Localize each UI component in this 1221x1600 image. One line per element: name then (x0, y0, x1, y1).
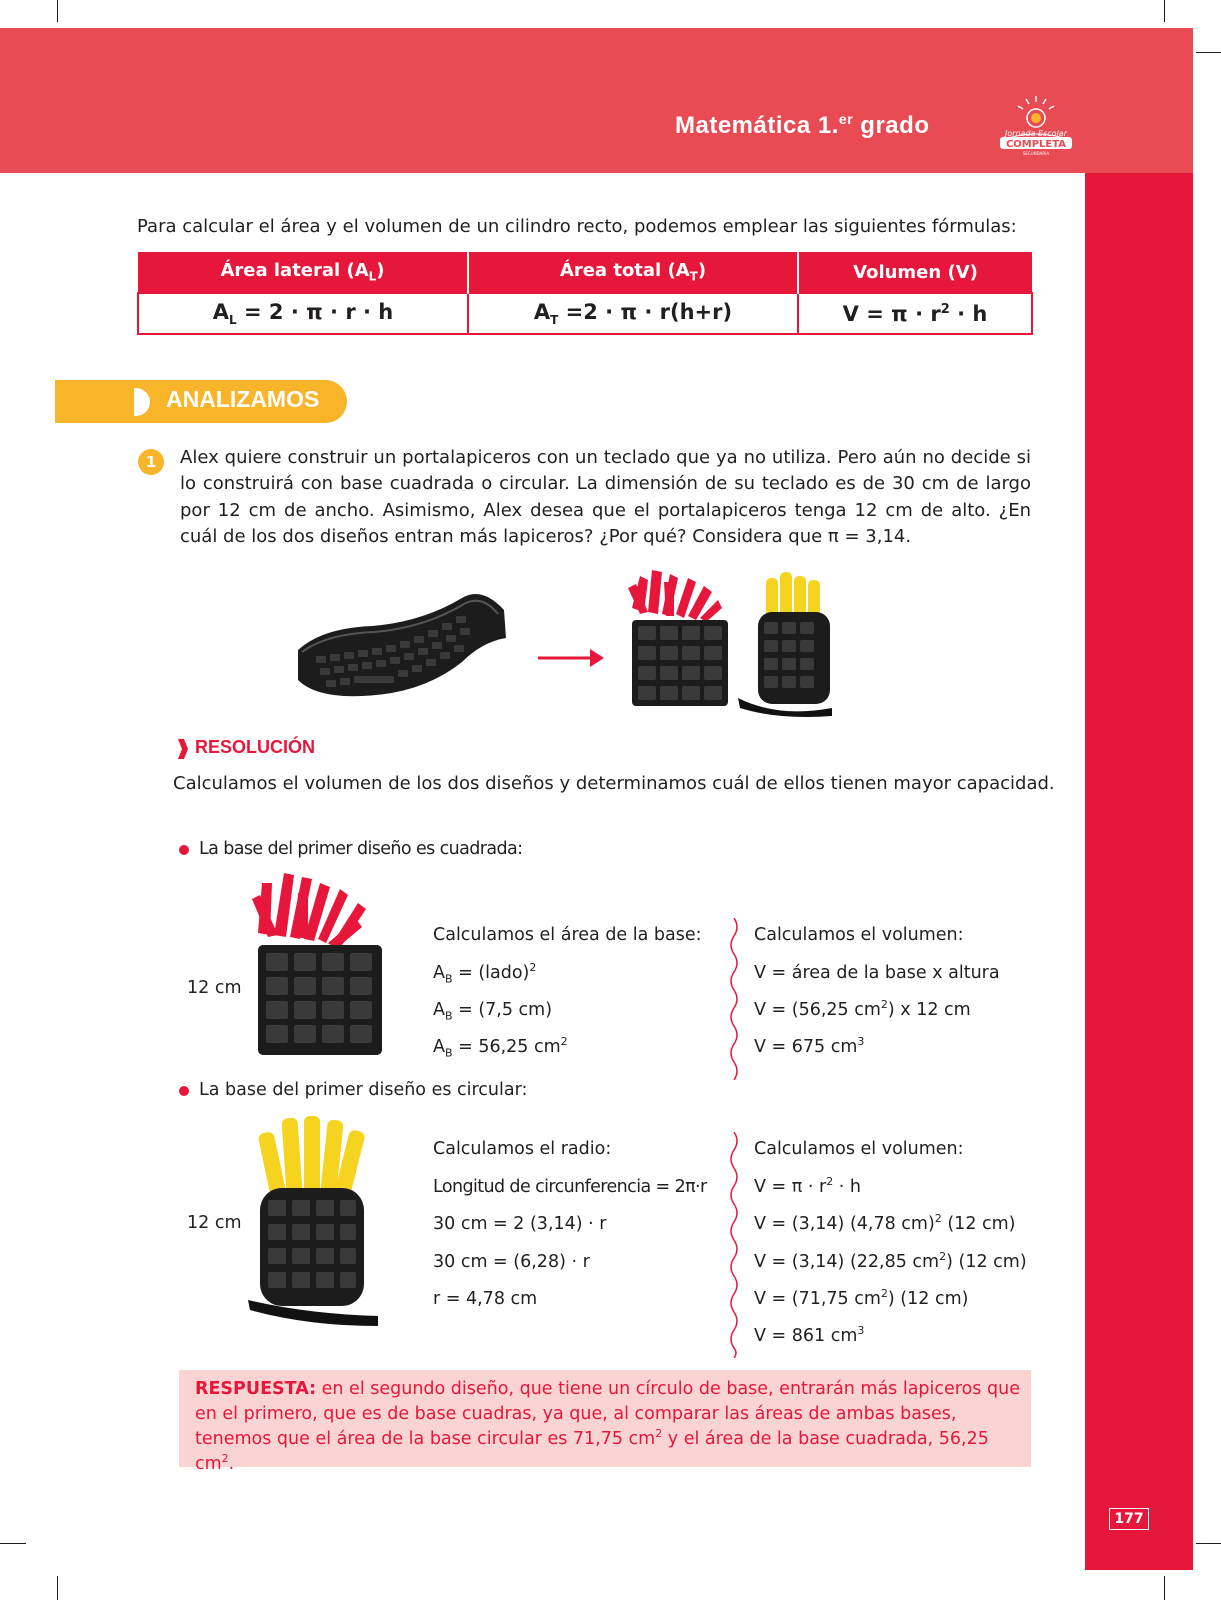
square-height-label: 12 cm (187, 978, 242, 998)
answer-text: RESPUESTA: en el segundo diseño, que tiene un círculo de base, entrarán más lapiceros que en el primero, que es de base cuadras, ya que, al comparar las áreas de ambas bases, tenemos que el área de la base circular es 71,75 $cm^2$ y el área de la base cuadrada, 56,25 $cm^2$. (195, 1379, 1020, 1474)
header-volume: Volumen (V) (798, 252, 1032, 293)
resolucion-text: Calculamos el volumen de los dos diseños y determinamos cuál de ellos tienen mayor capacidad. (173, 773, 1055, 794)
jornada-escolar-completa-logo (996, 94, 1076, 156)
problem-number-badge: 1 (138, 449, 164, 475)
side-band (1085, 173, 1193, 1570)
resolucion-heading: RESOLUCIÓN (195, 737, 316, 757)
circular-radius-line: 30 cm = 2 (3,14) · r (433, 1214, 607, 1234)
circular-volume-title: Calculamos el volumen: (754, 1139, 964, 1159)
bullet (179, 1086, 189, 1096)
page-number: 177 (1109, 1508, 1149, 1530)
formula-volume: $V = \pi \cdot r^2 \cdot h$ (798, 293, 1032, 334)
svg-text:COMPLETA: COMPLETA (1005, 139, 1067, 150)
svg-text:Jornada Escolar: Jornada Escolar (1005, 129, 1067, 138)
crop-mark (1164, 1576, 1165, 1600)
crop-mark (1164, 0, 1165, 22)
crop-mark (0, 1543, 26, 1544)
crop-mark (1196, 1543, 1221, 1544)
crop-mark (1196, 52, 1221, 53)
circular-volume-line: V = (3,14) (4,78 cm)$^2$ (12 cm) (754, 1212, 1016, 1234)
header-total-area: Área total $(A_T)$ (468, 252, 798, 293)
header-lateral-area: Área lateral $(A_L)$ (138, 252, 468, 293)
circular-holder-photo (238, 1112, 388, 1332)
bracket-divider (726, 918, 742, 1080)
square-volume-line: V = área de la base x altura (754, 963, 1000, 983)
formula-table (137, 252, 1033, 335)
problem-statement: Alex quiere construir un portalapiceros con un teclado que ya no utiliza. Pero aún no decide si lo construirá con base cuadrada o circular. La dimensión de su teclado es de 30 cm de largo por 12 cm de ancho. Asimismo, Alex desea que el portalapiceros tenga 12 cm de alto. ¿En cuál de los dos diseños entran más lapiceros? ¿Por qué? Considera que π = 3,14. (180, 447, 1031, 547)
table-header-row (138, 252, 1032, 293)
square-area-title: Calculamos el área de la base: (433, 925, 702, 945)
resolucion-marker-icon (178, 739, 188, 759)
square-holder-photo (238, 863, 408, 1059)
circular-radius-line: 30 cm = (6,28) · r (433, 1252, 590, 1272)
crop-mark (57, 0, 58, 22)
circular-volume-line: V = (71,75 $cm^2$) (12 cm) (754, 1287, 969, 1309)
square-volume-line: V = 675 $cm^3$ (754, 1035, 865, 1057)
square-volume-line: V = (56,25 $cm^2$) x 12 cm (754, 998, 971, 1020)
square-volume-title: Calculamos el volumen: (754, 925, 964, 945)
svg-text:SECUNDARIA: SECUNDARIA (1022, 151, 1050, 156)
circular-volume-line: V = 861 $cm^3$ (754, 1324, 865, 1346)
bracket-divider (726, 1132, 742, 1358)
circular-radius-title: Calculamos el radio: (433, 1139, 612, 1159)
square-area-line: $A_B = (7,5$ cm) (433, 1000, 553, 1023)
circular-volume-line: $V = \pi \cdot r^2 \cdot h$ (754, 1175, 861, 1197)
rolled-keyboard-photo (292, 578, 516, 718)
intro-text: Para calcular el área y el volumen de un cilindro recto, podemos emplear las siguientes fórmulas: (137, 216, 1017, 237)
section-heading: ANALIZAMOS (166, 386, 320, 412)
circular-height-label: 12 cm (187, 1213, 242, 1233)
bullet (179, 845, 189, 855)
formula-total-area: $A_T =2 \cdot \pi \cdot r(h+r)$ (468, 293, 798, 334)
square-area-line: $A_B = 56,25$ $cm^2$ (433, 1035, 568, 1060)
circular-radius-line: r = 4,78 cm (433, 1289, 538, 1309)
page-header-title: Matemática 1.$^{er}$ grado (675, 111, 930, 139)
pencil-holders-photo (618, 568, 844, 720)
arrow-right-icon (536, 646, 606, 670)
table-row (138, 293, 1032, 334)
square-area-line: $A_B$ = (lado)$^2$ (433, 961, 537, 986)
circular-design-heading: La base del primer diseño es circular: (199, 1080, 528, 1100)
formula-lateral-area: $A_L = 2 \cdot \pi \cdot r \cdot h$ (138, 293, 468, 334)
crop-mark (57, 1576, 58, 1600)
circular-volume-line: V = (3,14) (22,85 $cm^2$) (12 cm) (754, 1250, 1027, 1272)
circular-radius-line: Longitud de circunferencia = 2π·r (433, 1177, 707, 1197)
square-design-heading: La base del primer diseño es cuadrada: (199, 839, 523, 859)
